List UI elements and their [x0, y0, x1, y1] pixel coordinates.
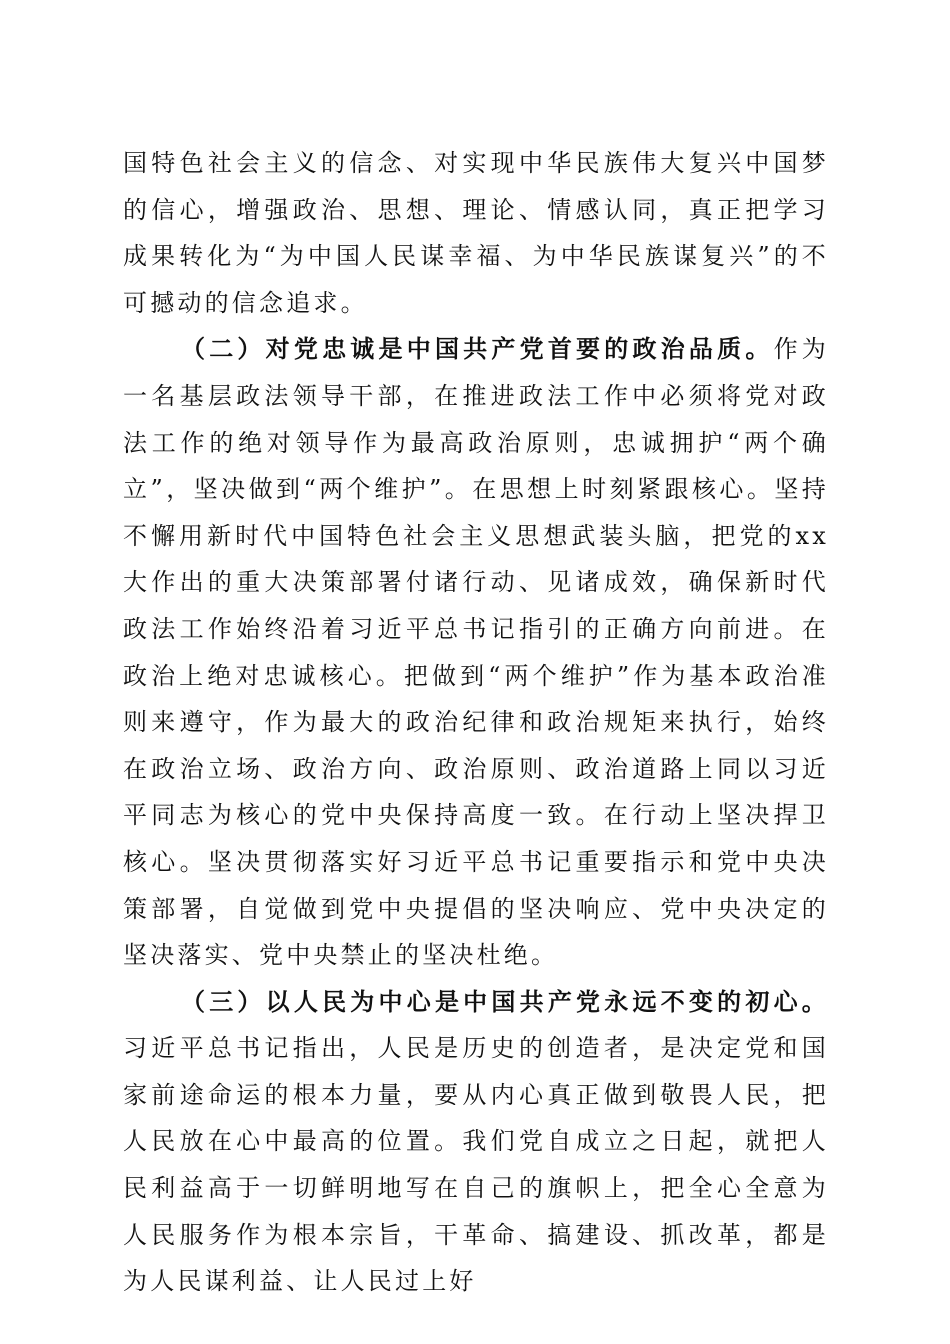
paragraph-section-2 — [123, 326, 829, 978]
section-heading: （三）以人民为中心是中国共产党永远不变的初心。 — [181, 986, 829, 1016]
paragraph-body: 习近平总书记指出，人民是历史的创造者，是决定党和国家前途命运的根本力量，要从内心真正做到敬畏人民，把人民放在心中最高的位置。我们党自成立之日起，就把人民利益高于一切鲜明地写在自己的旗帜上，把全心全意为人民服务作为根本宗旨，干革命、搞建设、抓改革，都是为人民谋利益、让人民过上好 — [123, 1034, 829, 1296]
paragraph-body: 国特色社会主义的信念、对实现中华民族伟大复兴中国梦的信心，增强政治、思想、理论、情感认同，真正把学习成果转化为“为中国人民谋幸福、为中华民族谋复兴”的不可撼动的信念追求。 — [123, 149, 829, 317]
body-text — [123, 140, 829, 1305]
paragraph-section-3 — [123, 979, 829, 1305]
section-heading: （二）对党忠诚是中国共产党首要的政治品质。 — [181, 334, 774, 364]
paragraph-continuation — [123, 140, 829, 326]
paragraph-body: 作为一名基层政法领导干部，在推进政法工作中必须将党对政法工作的绝对领导作为最高政治原则，忠诚拥护“两个确立”，坚决做到“两个维护”。在思想上时刻紧跟核心。坚持不懈用新时代中国特色社会主义思想武装头脑，把党的xx大作出的重大决策部署付诸行动、见诸成效，确保新时代政法工作始终沿着习近平总书记指引的正确方向前进。在政治上绝对忠诚核心。把做到“两个维护”作为基本政治准则来遵守，作为最大的政治纪律和政治规矩来执行，始终在政治立场、政治方向、政治原则、政治道路上同以习近平同志为核心的党中央保持高度一致。在行动上坚决捍卫核心。坚决贯彻落实好习近平总书记重要指示和党中央决策部署，自觉做到党中央提倡的坚决响应、党中央决定的坚决落实、党中央禁止的坚决杜绝。 — [123, 335, 829, 970]
